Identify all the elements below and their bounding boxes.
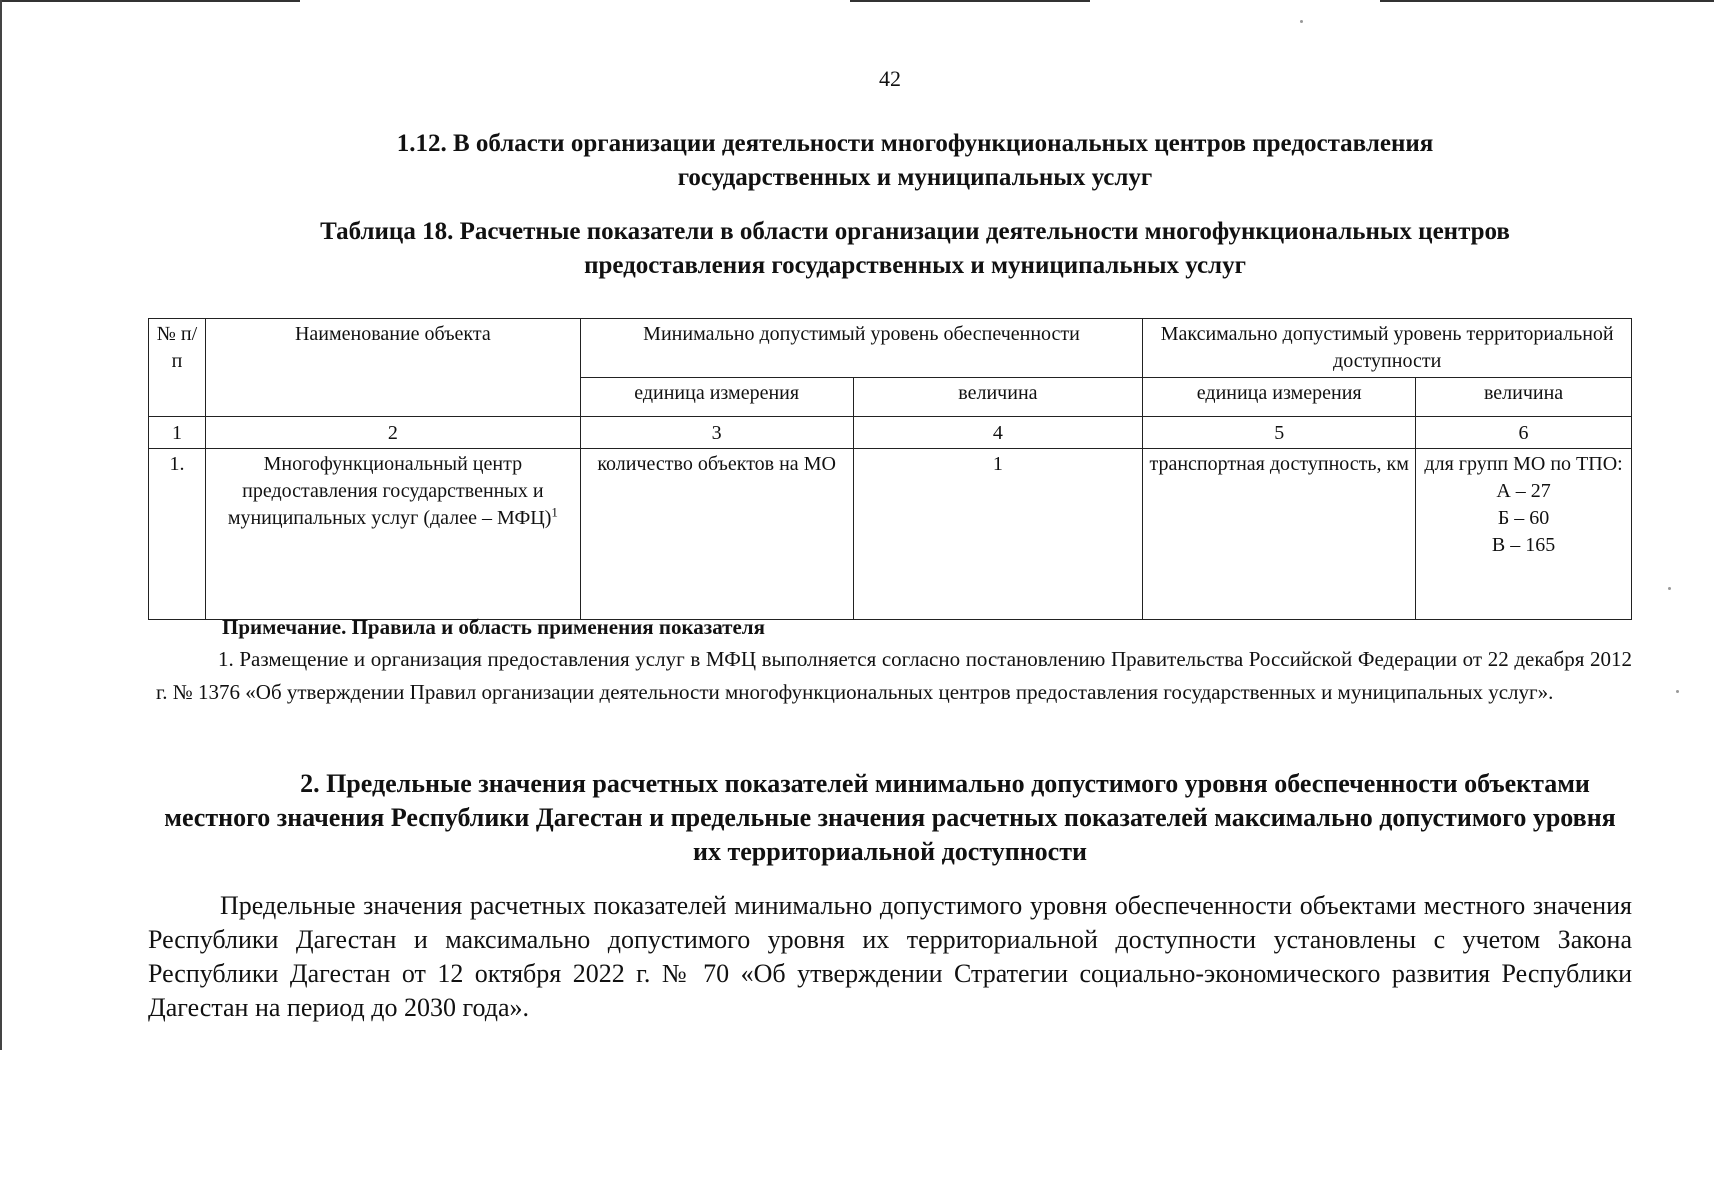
max-value-line: Б – 60 xyxy=(1497,507,1550,529)
note-title: Примечание. Правила и область применения показателя xyxy=(222,615,765,639)
column-number: 2 xyxy=(205,417,580,449)
scan-speck xyxy=(1668,587,1671,590)
scan-speck xyxy=(1676,690,1679,693)
row-max-unit: транспортная доступность, км xyxy=(1143,449,1416,620)
scan-edge-left xyxy=(0,0,2,1050)
row-name: Многофункциональный центр предоставления государственных и муниципальных услуг (далее – МФЦ) xyxy=(227,453,552,529)
table-header-row xyxy=(149,319,1632,378)
header-min-level: Минимально допустимый уровень обеспеченности xyxy=(580,319,1143,378)
row-min-unit: количество объектов на МО xyxy=(580,449,853,620)
max-value-line: для групп МО по ТПО: xyxy=(1424,453,1623,475)
header-unit-max: единица измерения xyxy=(1143,378,1416,417)
header-num: № п/п xyxy=(149,319,206,417)
header-name: Наименование объекта xyxy=(205,319,580,417)
column-number: 3 xyxy=(580,417,853,449)
note-text: 1. Размещение и организация предоставления услуг в МФЦ выполняется согласно постановлению Правительства Российской Федерации от 22 декабря 2012 г. № 1376 «Об утверждении Правил организации деятельности многофункциональных центров предоставления государственных и муниципальных услуг». xyxy=(156,647,1632,704)
scan-edge-line xyxy=(1380,0,1714,2)
max-value-line: А – 27 xyxy=(1496,480,1551,502)
section2-paragraph: Предельные значения расчетных показателей минимально допустимого уровня обеспеченности объектами местного значения Республики Дагестан и максимально допустимого уровня их территориальной доступности установлены с учетом Закона Республики Дагестан от 12 октября 2022 г. № 70 «Об утверждении Стратегии социально-экономического развития Республики Дагестан на период до 2030 года». xyxy=(148,891,1632,1022)
column-number: 5 xyxy=(1143,417,1416,449)
header-unit-min: единица измерения xyxy=(580,378,853,417)
scan-edge-line xyxy=(0,0,300,2)
column-number: 1 xyxy=(149,417,206,449)
column-number: 4 xyxy=(853,417,1143,449)
row-name-cell xyxy=(205,449,580,620)
table-row xyxy=(149,449,1632,620)
row-num: 1. xyxy=(149,449,206,620)
table-caption: Таблица 18. Расчетные показатели в области организации деятельности многофункциональных центров предоставления государственных и муниципальных услуг xyxy=(320,218,1510,279)
column-number: 6 xyxy=(1416,417,1632,449)
footnote-marker: 1 xyxy=(551,504,558,520)
column-number-row xyxy=(149,417,1632,449)
section-heading: 1.12. В области организации деятельности многофункциональных центров предоставления государственных и муниципальных услуг xyxy=(396,130,1434,191)
scan-speck xyxy=(1300,20,1303,23)
page-number: 42 xyxy=(879,66,901,91)
indicators-table xyxy=(148,318,1632,620)
row-min-value: 1 xyxy=(853,449,1143,620)
row-max-value xyxy=(1416,449,1632,620)
header-value-min: величина xyxy=(853,378,1143,417)
section2-heading: 2. Предельные значения расчетных показателей минимально допустимого уровня обеспеченности объектами местного значения Республики Дагестан и предельные значения расчетных показателей максимально допустимого уровня их территориальной доступности xyxy=(164,769,1616,866)
scan-edge-line xyxy=(850,0,1090,2)
header-value-max: величина xyxy=(1416,378,1632,417)
header-max-level: Максимально допустимый уровень территориальной доступности xyxy=(1143,319,1632,378)
max-value-line: В – 165 xyxy=(1491,534,1556,556)
